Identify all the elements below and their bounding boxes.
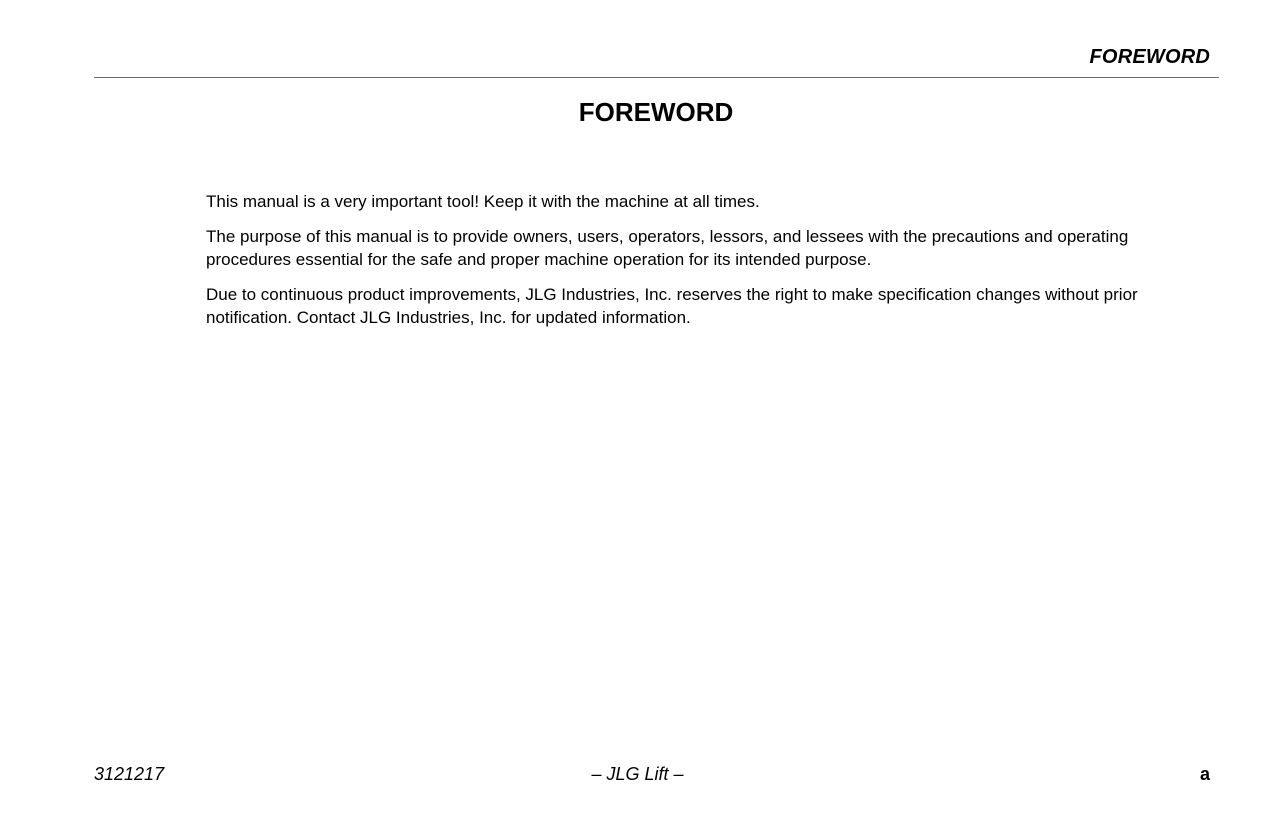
footer-brand: – JLG Lift – — [591, 764, 684, 784]
running-header-title: FOREWORD — [1089, 46, 1210, 68]
paragraph-keep-manual: This manual is a very important tool! Keep it with the machine at all times. — [206, 192, 760, 211]
paragraph-specification-changes: Due to continuous product improvements, JLG Industries, Inc. reserves the right to make specification changes without prior notification. Contact JLG Industries, Inc. for updated information. — [206, 285, 1138, 327]
header-divider — [94, 77, 1219, 78]
footer-document-number: 3121217 — [94, 764, 165, 784]
footer-page-number: a — [1199, 764, 1210, 784]
page-title: FOREWORD — [578, 97, 734, 127]
paragraph-purpose: The purpose of this manual is to provide owners, users, operators, lessors, and lessees with the precautions and operating procedures essential for the safe and proper machine operation for its intended purpose. — [206, 227, 1129, 269]
foreword-body — [206, 190, 1166, 341]
